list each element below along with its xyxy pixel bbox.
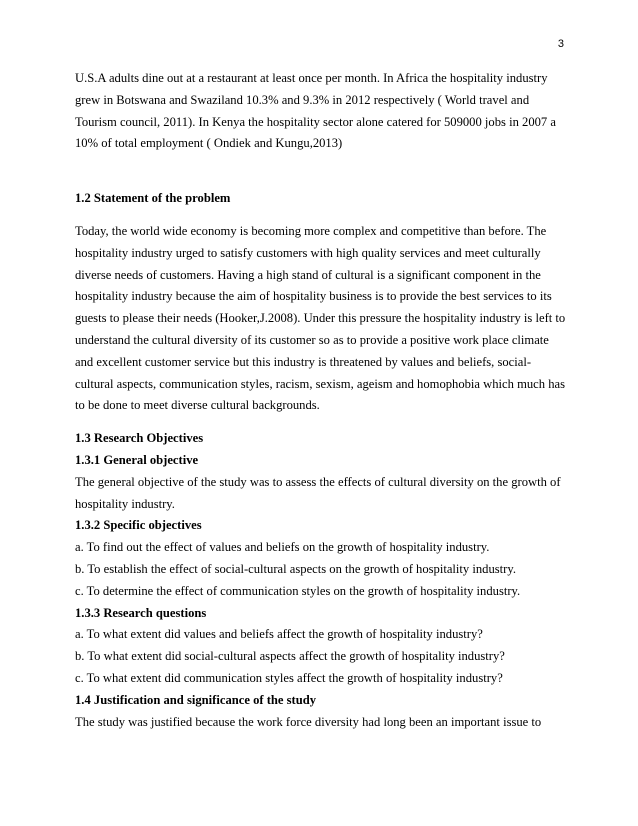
problem-statement-paragraph: Today, the world wide economy is becoming more complex and competitive than before. The hospitality industry urged to satisfy customers with high quality services and meet culturally diverse needs of customers. Having a high stand of cultural is a significant component in the hospitality industry because the aim of hospitality business is to provide the best services to its guests to please their needs (Hooker,J.2008). Under this pressure the hospitality industry is left to understand the cultural diversity of its customer so as to provide a positive work place climate and excellent customer service but this industry is threatened by values and beliefs, social-cultural aspects, communication styles, racism, sexism, ageism and homophobia which much has to be done to meet diverse cultural backgrounds. bbox=[75, 223, 566, 413]
specific-objectives-heading: 1.3.2 Specific objectives bbox=[75, 518, 202, 533]
specific-objective-item: c. To determine the effect of communication styles on the growth of hospitality industry. bbox=[75, 583, 521, 598]
intro-paragraph: U.S.A adults dine out at a restaurant at least once per month. In Africa the hospitality industry grew in Botswana and Swaziland 10.3% and 9.3% in 2012 respectively ( World travel and Tourism council, 2011). In Kenya the hospitality sector alone catered for 509000 jobs in 2007 a 10% of total employment ( Ondiek and Kungu,2013) bbox=[75, 71, 556, 151]
specific-objective-item: b. To establish the effect of social-cultural aspects on the growth of hospitality industry. bbox=[75, 561, 516, 576]
page-content bbox=[75, 68, 567, 733]
research-question-item: a. To what extent did values and beliefs affect the growth of hospitality industry? bbox=[75, 627, 483, 642]
section-1-2-heading: 1.2 Statement of the problem bbox=[75, 191, 231, 206]
page-number: 3 bbox=[557, 38, 564, 50]
section-1-4-heading: 1.4 Justification and significance of the study bbox=[75, 692, 317, 707]
research-questions-heading: 1.3.3 Research questions bbox=[75, 605, 207, 620]
research-question-item: c. To what extent did communication styles affect the growth of hospitality industry? bbox=[75, 670, 503, 685]
specific-objective-item: a. To find out the effect of values and beliefs on the growth of hospitality industry. bbox=[75, 540, 490, 555]
section-1-3-heading: 1.3 Research Objectives bbox=[75, 431, 204, 446]
justification-paragraph: The study was justified because the work force diversity had long been an important issue to bbox=[75, 714, 542, 729]
general-objective-paragraph: The general objective of the study was to assess the effects of cultural diversity on the growth of hospitality industry. bbox=[75, 474, 561, 511]
general-objective-heading: 1.3.1 General objective bbox=[75, 452, 199, 467]
research-question-item: b. To what extent did social-cultural aspects affect the growth of hospitality industry? bbox=[75, 649, 505, 664]
